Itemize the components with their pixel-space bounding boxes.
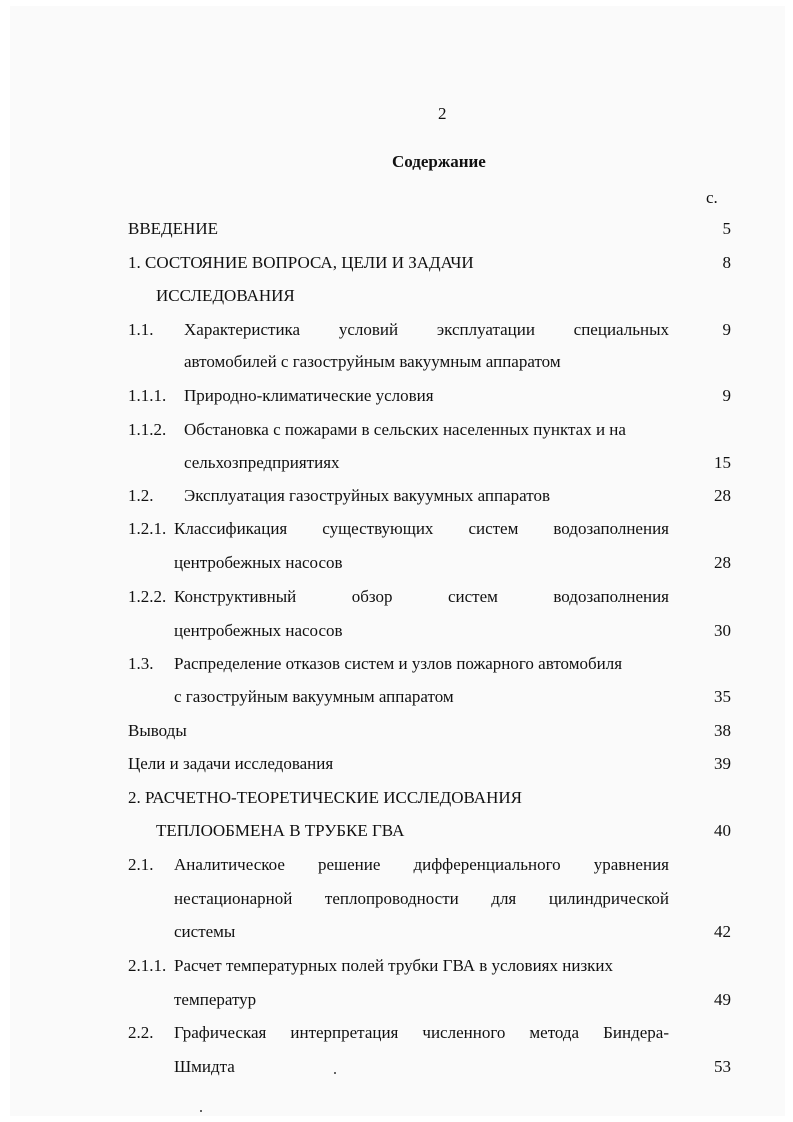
toc-page-1-1-2: 15 xyxy=(714,453,731,472)
toc-entry-1-2-2-line-1: Конструктивный обзор систем водозаполнения xyxy=(174,587,669,606)
toc-page-conclusions: 38 xyxy=(714,721,731,740)
toc-page-chapter-1: 8 xyxy=(722,253,731,272)
toc-entry-1-1-line-1: Характеристика условий эксплуатации специальных xyxy=(184,320,669,339)
toc-entry-2-1-line-3: системы xyxy=(174,922,236,941)
toc-entry-1-1-1: Природно-климатические условия xyxy=(184,386,434,405)
toc-page-goals: 39 xyxy=(714,754,731,773)
toc-entry-1-2-2-line-2: центробежных насосов xyxy=(174,621,343,640)
toc-entry-2-2-line-2: Шмидта xyxy=(174,1057,235,1076)
toc-page-chapter-2: 40 xyxy=(714,821,731,840)
toc-page-1-3: 35 xyxy=(714,687,731,706)
toc-page-1-2: 28 xyxy=(714,486,731,505)
page-column-label: с. xyxy=(706,188,718,207)
toc-page-2-2: 53 xyxy=(714,1057,731,1076)
toc-entry-2-1-line-1: Аналитическое решение дифференциального уравнения xyxy=(174,855,669,874)
toc-page-1-2-1: 28 xyxy=(714,553,731,572)
toc-num-1-3: 1.3. xyxy=(128,654,154,673)
toc-entry-1-2: Эксплуатация газоструйных вакуумных аппаратов xyxy=(184,486,550,505)
toc-num-1-1-1: 1.1.1. xyxy=(128,386,167,405)
toc-num-1-1-2: 1.1.2. xyxy=(128,420,167,439)
toc-entry-conclusions: Выводы xyxy=(128,721,187,740)
toc-page-1-2-2: 30 xyxy=(714,621,731,640)
toc-entry-1-3-line-1: Распределение отказов систем и узлов пожарного автомобиля xyxy=(174,654,623,673)
toc-num-1-2: 1.2. xyxy=(128,486,154,505)
toc-num-1-2-1: 1.2.1. xyxy=(128,519,167,538)
toc-entry-1-2-1-line-2: центробежных насосов xyxy=(174,553,343,572)
page-number: 2 xyxy=(438,104,447,123)
toc-num-2-2: 2.2. xyxy=(128,1023,154,1042)
toc-entry-1-2-1-line-1: Классификация существующих систем водозаполнения xyxy=(174,519,669,538)
toc-entry-1-1-line-2: автомобилей с газоструйным вакуумным аппаратом xyxy=(184,352,561,371)
toc-page-intro: 5 xyxy=(722,219,731,238)
toc-entry-2-1-1-line-1: Расчет температурных полей трубки ГВА в условиях низких xyxy=(174,956,614,975)
toc-entry-2-1-line-2: нестационарной теплопроводности для цилиндрической xyxy=(174,889,669,908)
toc-entry-2-2-line-1: Графическая интерпретация численного метода Биндера- xyxy=(174,1023,669,1042)
toc-page-2-1-1: 49 xyxy=(714,990,731,1009)
toc-entry-chapter-1-line-2: ИССЛЕДОВАНИЯ xyxy=(156,286,295,305)
toc-entry-intro: ВВЕДЕНИЕ xyxy=(128,219,218,238)
toc-page-1-1-1: 9 xyxy=(722,386,731,405)
toc-entry-chapter-2-line-1: 2. РАСЧЕТНО-ТЕОРЕТИЧЕСКИЕ ИССЛЕДОВАНИЯ xyxy=(128,788,522,807)
scan-speck xyxy=(200,1110,202,1112)
toc-num-2-1: 2.1. xyxy=(128,855,154,874)
toc-num-1-1: 1.1. xyxy=(128,320,154,339)
toc-page-1-1: 9 xyxy=(722,320,731,339)
toc-entry-1-1-2-line-2: сельхозпредприятиях xyxy=(184,453,340,472)
toc-entry-chapter-2-line-2: ТЕПЛООБМЕНА В ТРУБКЕ ГВА xyxy=(156,821,405,840)
toc-entry-goals: Цели и задачи исследования xyxy=(128,754,334,773)
document-page xyxy=(10,6,785,1116)
toc-entry-1-1-2-line-1: Обстановка с пожарами в сельских населенных пунктах и на xyxy=(184,420,626,439)
toc-page-2-1: 42 xyxy=(714,922,731,941)
toc-num-2-1-1: 2.1.1. xyxy=(128,956,167,975)
scan-speck xyxy=(334,1072,336,1074)
toc-entry-2-1-1-line-2: температур xyxy=(174,990,257,1009)
toc-num-1-2-2: 1.2.2. xyxy=(128,587,167,606)
toc-entry-1-3-line-2: с газоструйным вакуумным аппаратом xyxy=(174,687,454,706)
toc-entry-chapter-1-line-1: 1. СОСТОЯНИЕ ВОПРОСА, ЦЕЛИ И ЗАДАЧИ xyxy=(128,253,474,272)
page-title: Содержание xyxy=(392,152,486,171)
